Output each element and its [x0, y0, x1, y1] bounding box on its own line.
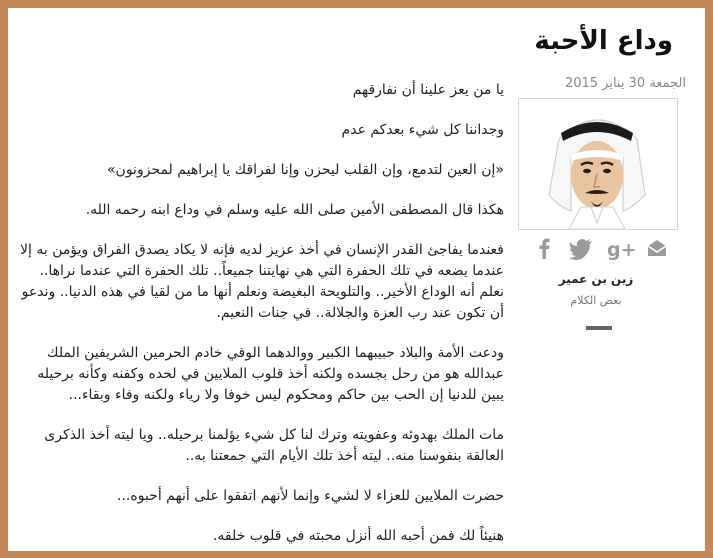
- email-icon[interactable]: [644, 236, 670, 260]
- publish-date: الجمعة 30 يناير 2015: [564, 76, 686, 91]
- paragraph: هنيئاً لك فمن أحبه الله أنزل محبته في قلوب خلقه.: [212, 528, 504, 544]
- article-body: [20, 80, 504, 551]
- author-sidebar: [516, 76, 686, 307]
- paragraph: «إن العين لتدمع، وإن القلب ليحزن وإنا لفراقك يا إبراهيم لمحزونون»: [106, 162, 504, 178]
- article-title: وداع الأحبة: [534, 26, 673, 56]
- article-card: [8, 8, 705, 551]
- google-plus-icon[interactable]: [606, 236, 636, 260]
- facebook-icon[interactable]: [532, 236, 558, 260]
- author-info: [516, 272, 676, 307]
- paragraph: حضرت الملايين للعزاء لا لشيء وإنما لأنهم اتفقوا على أنهم أحبوه...: [117, 488, 504, 504]
- paragraph: وجداننا كل شيء بعدكم عدم: [341, 122, 504, 138]
- twitter-icon[interactable]: [568, 236, 594, 260]
- share-bar: [516, 236, 676, 262]
- author-name[interactable]: زين بن عمير: [558, 272, 634, 286]
- author-column[interactable]: بعض الكلام: [570, 294, 622, 307]
- paragraph: هكذا قال المصطفى الأمين صلى الله عليه وسلم في وداع ابنه رحمه الله.: [85, 202, 504, 218]
- paragraph: ودعت الأمة والبلاد حبيبهما الكبير ووالدهما الوفي خادم الحرمين الشريفين الملك عبدالله هو من رحل بجسده ولكنه أخذ قلوب الملايين في لحده وكفنه وكأنه برحيله يبين للدنيا إن الحب بين حاكم ومحكوم ليس خوفا ولا رياء ولكنه وفاء وبقاء...: [37, 345, 504, 403]
- paragraph: يا من يعز علينا أن نفارقهم: [352, 82, 504, 98]
- paragraph: فعندما يفاجئ القدر الإنسان في أخذ عزيز لديه فإنه لا يكاد يصدق الفراق ويؤمن به إلا عندما يضعه في تلك الحفرة التي هي نهايتنا جميعاً.. تلك الحفرة التي عندما نراها.. نعلم أنه الوداع الأخير.. والتلويحة البغيضة ونعلم أنها ما من لقيا في هذه الدنيا.. وندعو أن تكون عند رب العزة والجلالة.. في جنات النعيم.: [20, 242, 504, 321]
- paragraph: مات الملك بهدوئه وعفويته وترك لنا كل شيء يؤلمنا برحيله.. ويا ليته أخذ الذكرى العالقة بنفوسنا منه.. ليته أخذ تلك الأيام التي جمعتنا به..: [44, 427, 504, 464]
- svg-text:g+: g+: [607, 239, 636, 260]
- divider: [586, 326, 612, 330]
- author-photo: [518, 98, 678, 230]
